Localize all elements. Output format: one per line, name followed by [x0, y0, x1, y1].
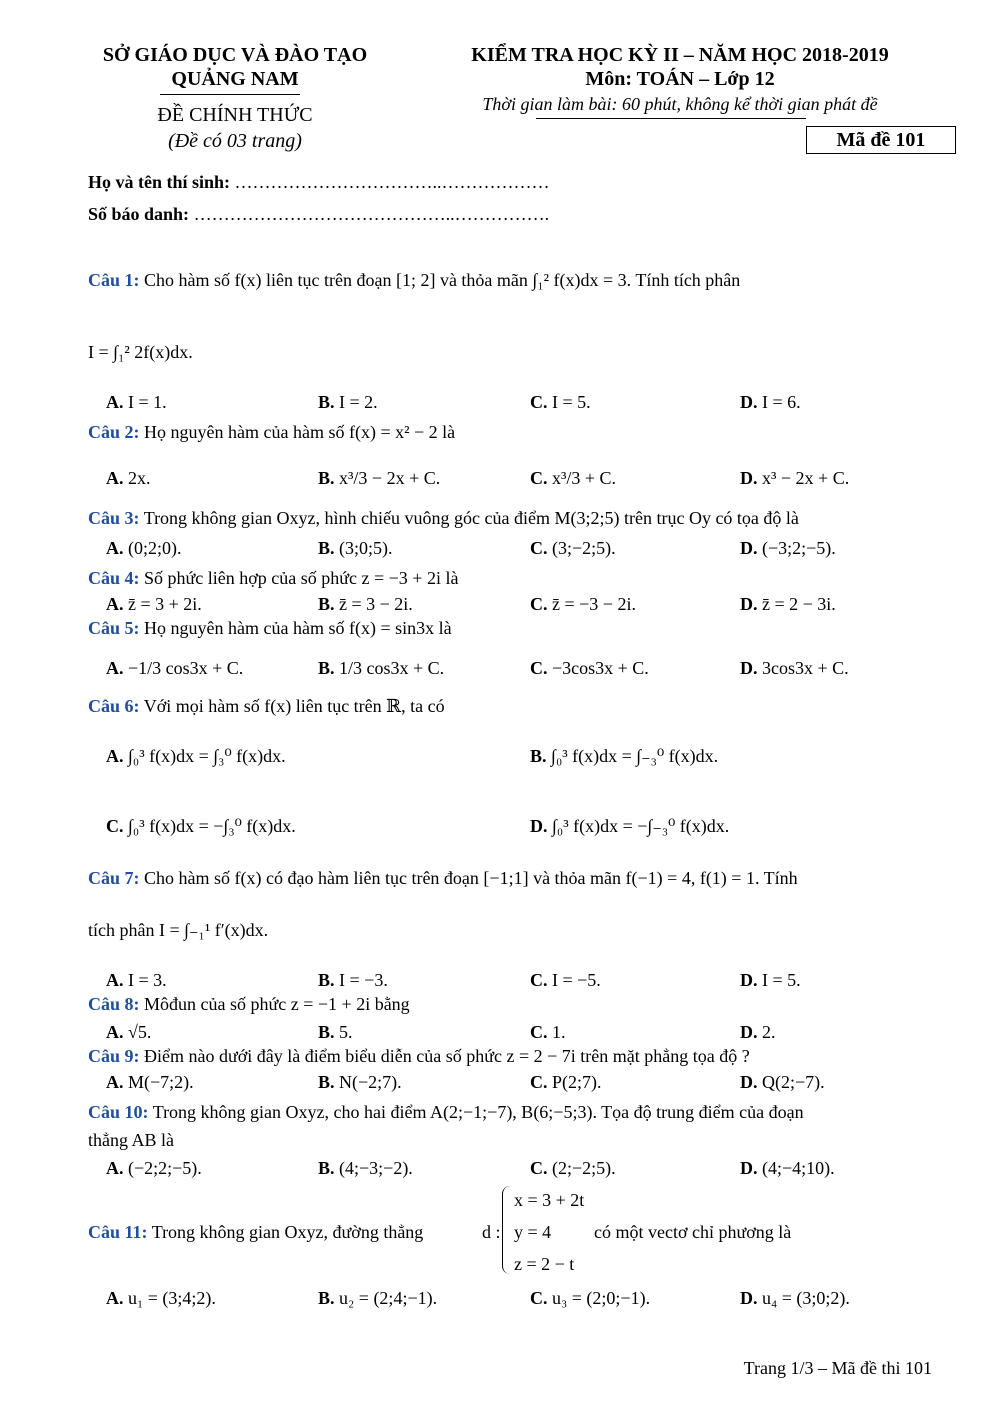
candidate-name-dots: ……………………………..……………… [234, 172, 550, 192]
official-label: ĐỀ CHÍNH THỨC [157, 104, 313, 126]
option-a[interactable] [106, 392, 167, 413]
option-text: I = 1. [128, 392, 167, 412]
option-letter: C. [530, 970, 552, 990]
department-line2: QUẢNG NAM [171, 68, 299, 90]
option-letter: B. [318, 658, 340, 678]
system-brace [502, 1186, 513, 1274]
option-text: 5. [339, 1022, 353, 1042]
option-d[interactable] [740, 538, 836, 559]
option-text: u₄ = (3;0;2). [762, 1288, 850, 1308]
option-a[interactable] [106, 1288, 216, 1309]
question-text: Trong không gian Oxyz, cho hai điểm A(2;−1;−7), B(6;−5;3). Tọa độ trung điểm của đoạn [152, 1102, 804, 1122]
option-text: 3cos3x + C. [762, 658, 849, 678]
line-d-label: d : [482, 1222, 501, 1242]
option-c[interactable] [530, 1158, 616, 1179]
question-text: Họ nguyên hàm của hàm số f(x) = sin3x là [144, 618, 452, 638]
exam-title: KIỂM TRA HỌC KỲ II – NĂM HỌC 2018-2019 [471, 44, 889, 66]
option-b[interactable] [318, 594, 413, 615]
question-label: Câu 11: [88, 1222, 148, 1242]
option-letter: D. [740, 1022, 762, 1042]
option-letter: C. [530, 658, 552, 678]
option-letter: B. [318, 1288, 340, 1308]
option-letter: B. [318, 1158, 340, 1178]
option-text: z̄ = 3 − 2i. [339, 594, 413, 614]
option-letter: C. [530, 538, 552, 558]
option-b[interactable] [318, 1072, 402, 1093]
option-a[interactable] [106, 468, 151, 489]
option-text: (−2;2;−5). [128, 1158, 202, 1178]
option-text: ∫₀³ f(x)dx = ∫₃⁰ f(x)dx. [128, 746, 286, 766]
option-letter: A. [106, 594, 128, 614]
option-text: (4;−4;10). [762, 1158, 835, 1178]
option-c[interactable] [530, 658, 649, 679]
question-label: Câu 5: [88, 618, 140, 638]
time-line: Thời gian làm bài: 60 phút, không kể thời gian phát đề [482, 94, 878, 114]
question-6 [88, 696, 445, 717]
option-text: (2;−2;5). [552, 1158, 616, 1178]
option-b[interactable] [318, 658, 444, 679]
question-11 [88, 1222, 423, 1243]
candidate-name-label: Họ và tên thí sinh: [88, 172, 231, 192]
option-b[interactable] [318, 468, 440, 489]
option-d[interactable] [740, 392, 801, 413]
option-letter: B. [318, 970, 340, 990]
option-c[interactable] [530, 594, 636, 615]
option-a[interactable] [106, 1022, 151, 1043]
option-text: I = 3. [128, 970, 167, 990]
option-c[interactable] [530, 970, 601, 991]
option-letter: D. [740, 970, 762, 990]
option-c[interactable] [530, 392, 591, 413]
option-text: (−3;2;−5). [762, 538, 836, 558]
header-divider [160, 94, 300, 95]
option-letter: D. [740, 658, 762, 678]
option-text: x³/3 − 2x + C. [339, 468, 441, 488]
option-d[interactable] [740, 658, 849, 679]
option-text: I = 2. [339, 392, 378, 412]
question-7 [88, 868, 954, 889]
option-c[interactable] [530, 538, 616, 559]
time-underline [536, 118, 806, 119]
option-letter: B. [318, 538, 340, 558]
candidate-id-dots: ……………………………………..……………. [193, 204, 550, 224]
exam-code: Mã đề 101 [806, 126, 956, 154]
option-d[interactable] [740, 970, 801, 991]
option-text: ∫₀³ f(x)dx = −∫₋₃⁰ f(x)dx. [552, 816, 730, 836]
subject-line: Môn: TOÁN – Lớp 12 [585, 68, 775, 90]
option-letter: D. [740, 1158, 762, 1178]
option-a[interactable] [106, 658, 243, 679]
system-line-1: x = 3 + 2t [514, 1190, 585, 1210]
question-1 [88, 270, 954, 291]
option-letter: D. [740, 1288, 762, 1308]
question-text: Họ nguyên hàm của hàm số f(x) = x² − 2 là [144, 422, 456, 442]
option-d[interactable] [740, 1158, 835, 1179]
question-text: Với mọi hàm số f(x) liên tục trên ℝ, ta có [143, 696, 445, 716]
question-10-cont: thẳng AB là [88, 1130, 174, 1150]
question-label: Câu 10: [88, 1102, 149, 1122]
option-letter: A. [106, 392, 128, 412]
option-letter: D. [530, 816, 552, 836]
system-line-3: z = 2 − t [514, 1254, 575, 1274]
option-d[interactable] [740, 1288, 850, 1309]
question-3 [88, 508, 954, 529]
question-text: Môđun của số phức z = −1 + 2i bằng [144, 994, 410, 1014]
option-a[interactable] [106, 746, 286, 767]
option-letter: D. [740, 1072, 762, 1092]
candidate-id-label: Số báo danh: [88, 204, 190, 224]
option-text: (3;0;5). [339, 538, 393, 558]
question-1-integral: I = ∫₁² 2f(x)dx. [88, 342, 193, 362]
system-line-2: y = 4 [514, 1222, 552, 1242]
option-text: I = 6. [762, 392, 801, 412]
option-b[interactable] [318, 970, 388, 991]
option-letter: A. [106, 538, 128, 558]
option-text: u₃ = (2;0;−1). [552, 1288, 651, 1308]
option-text: (4;−3;−2). [339, 1158, 413, 1178]
option-text: I = −3. [339, 970, 388, 990]
option-d[interactable] [740, 468, 849, 489]
option-letter: D. [740, 392, 762, 412]
question-label: Câu 7: [88, 868, 140, 888]
option-b[interactable] [318, 1158, 413, 1179]
option-letter: A. [106, 1072, 128, 1092]
question-text: Số phức liên hợp của số phức z = −3 + 2i là [144, 568, 459, 588]
question-label: Câu 8: [88, 994, 140, 1014]
page-count: (Đề có 03 trang) [168, 130, 302, 152]
question-label: Câu 9: [88, 1046, 140, 1066]
option-letter: A. [106, 658, 128, 678]
option-text: P(2;7). [552, 1072, 602, 1092]
option-b[interactable] [530, 746, 718, 767]
option-letter: B. [318, 392, 340, 412]
option-text: u₁ = (3;4;2). [128, 1288, 216, 1308]
question-text: Cho hàm số f(x) có đạo hàm liên tục trên đoạn [−1;1] và thỏa mãn f(−1) = 4, f(1) = 1. Tính [144, 868, 798, 888]
option-a[interactable] [106, 1072, 194, 1093]
option-letter: A. [106, 1158, 128, 1178]
option-text: (3;−2;5). [552, 538, 616, 558]
option-letter: C. [106, 816, 128, 836]
option-letter: A. [106, 746, 128, 766]
question-label: Câu 2: [88, 422, 140, 442]
question-text: Cho hàm số f(x) liên tục trên đoạn [1; 2] và thỏa mãn ∫₁² f(x)dx = 3. Tính tích phân [144, 270, 741, 290]
option-letter: C. [530, 594, 552, 614]
option-text: z̄ = 3 + 2i. [128, 594, 202, 614]
question-8 [88, 994, 410, 1015]
option-letter: C. [530, 1158, 552, 1178]
option-d[interactable] [740, 1022, 776, 1043]
option-text: N(−2;7). [339, 1072, 402, 1092]
question-5 [88, 618, 452, 639]
option-text: x³/3 + C. [552, 468, 617, 488]
question-label: Câu 1: [88, 270, 140, 290]
option-text: −3cos3x + C. [552, 658, 649, 678]
option-text: z̄ = −3 − 2i. [552, 594, 636, 614]
option-text: I = 5. [552, 392, 591, 412]
question-7-integral: tích phân I = ∫₋₁¹ f′(x)dx. [88, 920, 269, 940]
option-c[interactable] [530, 1288, 650, 1309]
question-10 [88, 1102, 954, 1123]
page-footer: Trang 1/3 – Mã đề thi 101 [743, 1358, 932, 1378]
option-letter: C. [530, 1022, 552, 1042]
option-text: ∫₀³ f(x)dx = ∫₋₃⁰ f(x)dx. [551, 746, 719, 766]
option-text: M(−7;2). [128, 1072, 194, 1092]
question-4 [88, 568, 458, 589]
option-a[interactable] [106, 1158, 202, 1179]
option-text: 1/3 cos3x + C. [339, 658, 445, 678]
option-text: Q(2;−7). [762, 1072, 825, 1092]
option-a[interactable] [106, 538, 182, 559]
candidate-id-row [88, 204, 549, 225]
option-letter: A. [106, 970, 128, 990]
option-letter: B. [318, 468, 340, 488]
option-letter: D. [740, 594, 762, 614]
option-text: 2x. [128, 468, 151, 488]
candidate-name-row [88, 172, 550, 193]
option-text: −1/3 cos3x + C. [128, 658, 244, 678]
option-b[interactable] [318, 538, 393, 559]
question-9 [88, 1046, 954, 1067]
option-text: √5. [128, 1022, 152, 1042]
question-label: Câu 6: [88, 696, 140, 716]
option-text: z̄ = 2 − 3i. [762, 594, 836, 614]
option-text: x³ − 2x + C. [762, 468, 850, 488]
option-text: I = −5. [552, 970, 601, 990]
option-text: (0;2;0). [128, 538, 182, 558]
option-letter: B. [318, 1072, 340, 1092]
option-d[interactable] [740, 594, 836, 615]
question-text: Điểm nào dưới đây là điểm biểu diễn của số phức z = 2 − 7i trên mặt phẳng tọa độ ? [144, 1046, 750, 1066]
question-label: Câu 3: [88, 508, 140, 528]
option-letter: A. [106, 1022, 128, 1042]
question-label: Câu 4: [88, 568, 140, 588]
option-letter: A. [106, 468, 128, 488]
option-text: I = 5. [762, 970, 801, 990]
option-letter: A. [106, 1288, 128, 1308]
option-b[interactable] [318, 1288, 437, 1309]
option-text: 1. [552, 1022, 566, 1042]
option-d[interactable] [530, 816, 729, 837]
option-b[interactable] [318, 1022, 353, 1043]
option-c[interactable] [106, 816, 296, 837]
option-c[interactable] [530, 1022, 566, 1043]
option-letter: C. [530, 468, 552, 488]
option-letter: B. [318, 1022, 340, 1042]
option-text: ∫₀³ f(x)dx = −∫₃⁰ f(x)dx. [128, 816, 296, 836]
question-2 [88, 422, 455, 443]
option-letter: B. [318, 594, 340, 614]
option-a[interactable] [106, 970, 167, 991]
option-letter: C. [530, 1288, 552, 1308]
question-11-cont: có một vectơ chỉ phương là [594, 1222, 792, 1242]
option-letter: B. [530, 746, 552, 766]
option-text: u₂ = (2;4;−1). [339, 1288, 438, 1308]
option-letter: C. [530, 392, 552, 412]
option-a[interactable] [106, 594, 202, 615]
option-c[interactable] [530, 468, 616, 489]
question-text: Trong không gian Oxyz, đường thẳng [151, 1222, 424, 1242]
option-text: 2. [762, 1022, 776, 1042]
option-letter: D. [740, 468, 762, 488]
option-letter: C. [530, 1072, 552, 1092]
department-line1: SỞ GIÁO DỤC VÀ ĐÀO TẠO [102, 44, 368, 66]
option-d[interactable] [740, 1072, 825, 1093]
question-text: Trong không gian Oxyz, hình chiếu vuông góc của điểm M(3;2;5) trên trục Oy có tọa độ là [143, 508, 799, 528]
option-b[interactable] [318, 392, 378, 413]
option-c[interactable] [530, 1072, 602, 1093]
option-letter: D. [740, 538, 762, 558]
